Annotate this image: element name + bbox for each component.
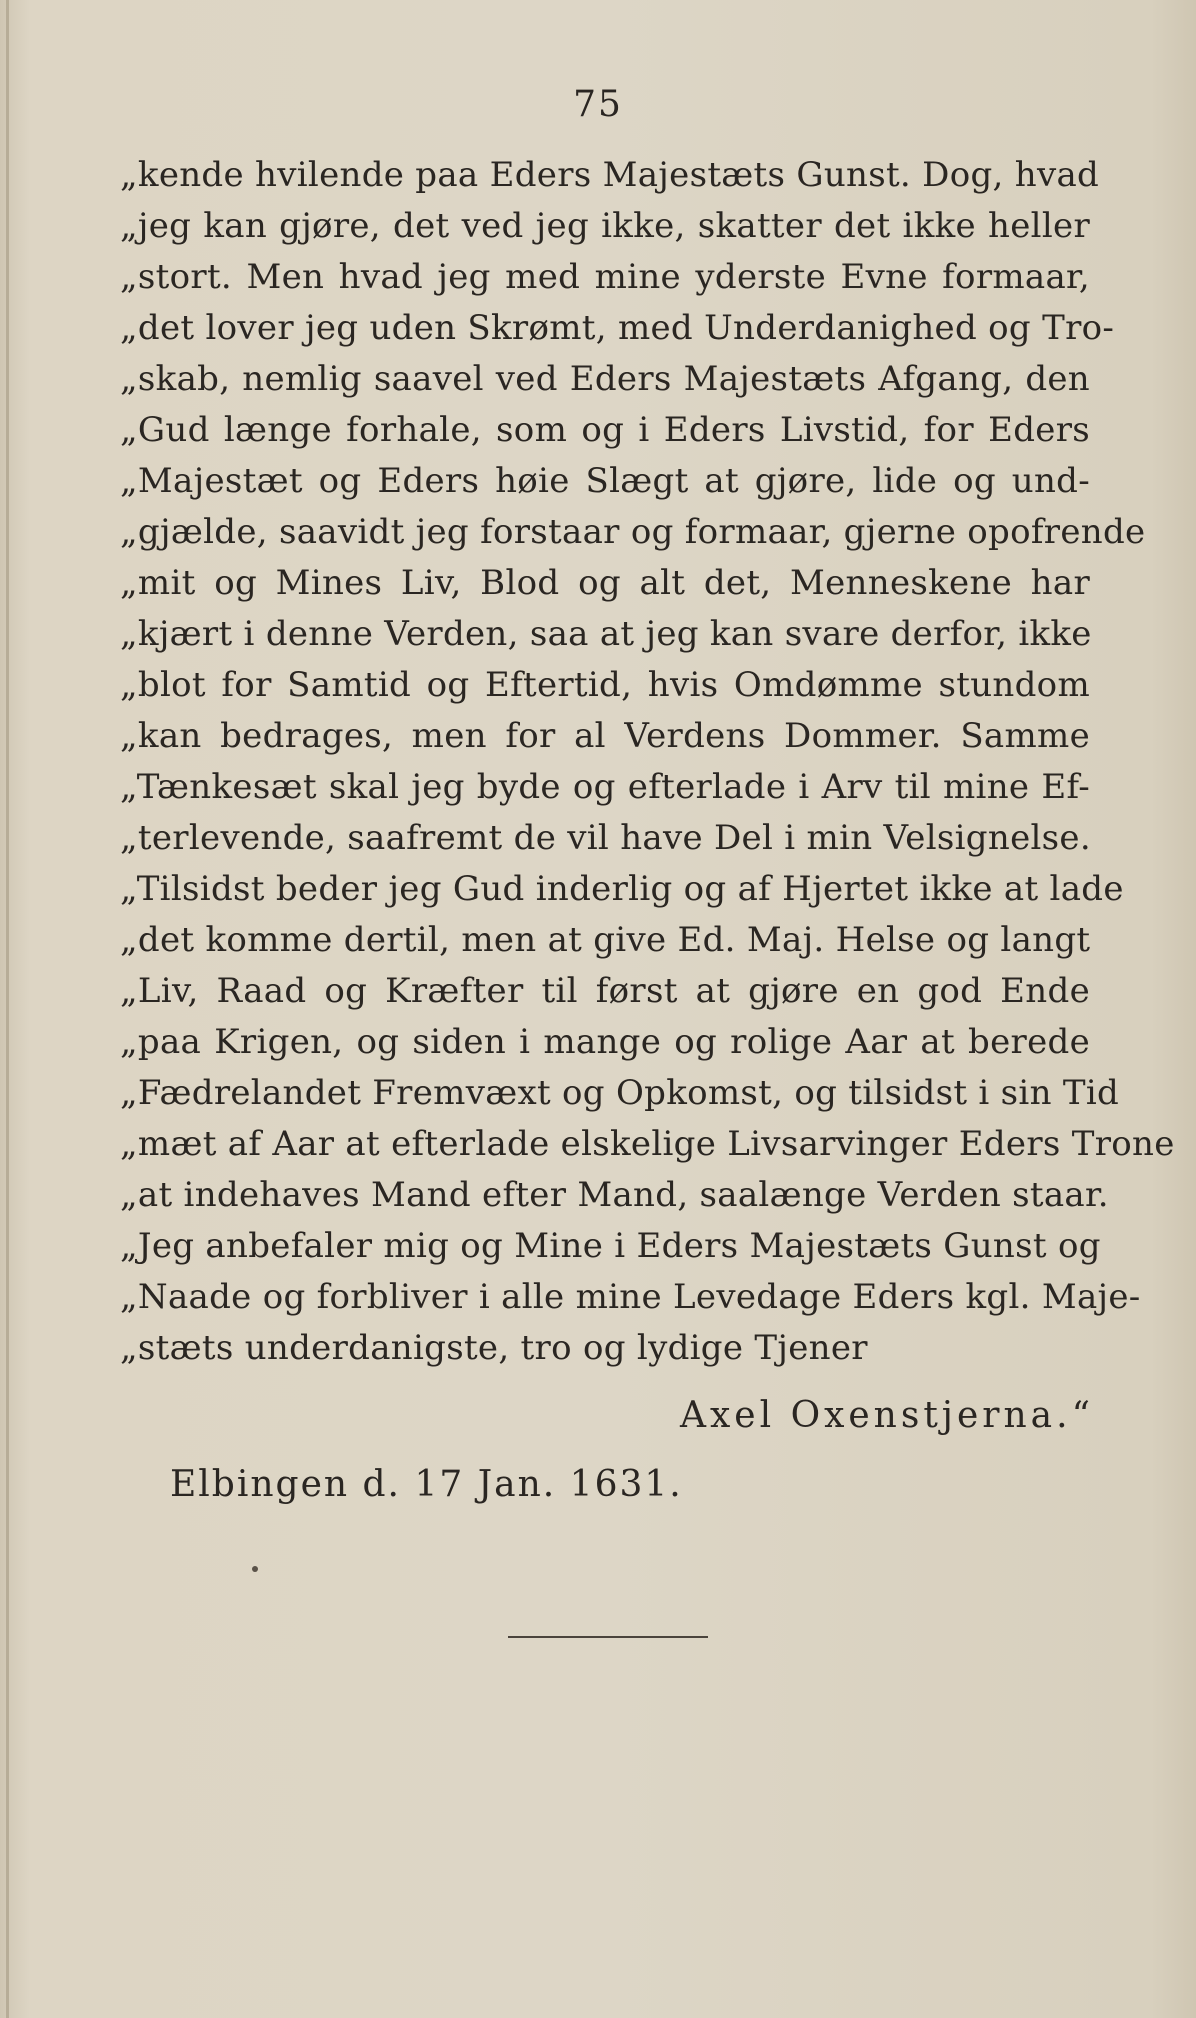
text-line: „stort. Men hvad jeg med mine yderste Evne formaar, — [120, 257, 1090, 297]
text-line: „jeg kan gjøre, det ved jeg ikke, skatter det ikke heller — [120, 206, 1090, 246]
text-line: „kjært i denne Verden, saa at jeg kan svare derfor, ikke — [120, 614, 1092, 654]
text-line: „Fædrelandet Fremvæxt og Opkomst, og tilsidst i sin Tid — [120, 1073, 1120, 1113]
text-line: „Naade og forbliver i alle mine Levedage Eders kgl. Maje- — [120, 1277, 1141, 1317]
signature: Axel Oxenstjerna.“ — [680, 1395, 1094, 1436]
text-line: „Tilsidst beder jeg Gud inderlig og af Hjertet ikke at lade — [120, 869, 1124, 909]
text-line: „skab, nemlig saavel ved Eders Majestæts Afgang, den — [120, 359, 1090, 399]
text-line: „Jeg anbefaler mig og Mine i Eders Majestæts Gunst og — [120, 1226, 1101, 1266]
text-line: „blot for Samtid og Eftertid, hvis Omdømme stundom — [120, 665, 1090, 705]
text-line: „kende hvilende paa Eders Majestæts Gunst. Dog, hvad — [120, 155, 1100, 195]
text-line: „at indehaves Mand efter Mand, saalænge Verden staar. — [120, 1175, 1109, 1215]
dateline: Elbingen d. 17 Jan. 1631. — [170, 1464, 683, 1505]
text-line: „kan bedrages, men for al Verdens Dommer. Samme — [120, 716, 1090, 756]
section-rule — [508, 1636, 708, 1638]
text-line: „mit og Mines Liv, Blod og alt det, Menneskene har — [120, 563, 1090, 603]
text-line: „paa Krigen, og siden i mange og rolige Aar at berede — [120, 1022, 1090, 1062]
text-line: „gjælde, saavidt jeg forstaar og formaar, gjerne opofrende — [120, 512, 1146, 552]
text-line: „terlevende, saafremt de vil have Del i min Velsignelse. — [120, 818, 1091, 858]
ink-speck — [252, 1566, 258, 1572]
text-line: „det lover jeg uden Skrømt, med Underdanighed og Tro- — [120, 308, 1115, 348]
text-line: „Gud længe forhale, som og i Eders Livstid, for Eders — [120, 410, 1090, 450]
body-text — [120, 150, 1175, 1374]
text-line: „Tænkesæt skal jeg byde og efterlade i Arv til mine Ef- — [120, 767, 1090, 807]
text-line: „mæt af Aar at efterlade elskelige Livsarvinger Eders Trone — [120, 1124, 1175, 1164]
text-line: „Liv, Raad og Kræfter til først at gjøre en god Ende — [120, 971, 1090, 1011]
text-line: „stæts underdanigste, tro og lydige Tjener — [120, 1328, 868, 1368]
page-edge — [6, 0, 9, 2018]
text-line: „det komme dertil, men at give Ed. Maj. Helse og langt — [120, 920, 1091, 960]
text-line: „Majestæt og Eders høie Slægt at gjøre, lide og und- — [120, 461, 1090, 501]
page-number: 75 — [573, 84, 623, 125]
